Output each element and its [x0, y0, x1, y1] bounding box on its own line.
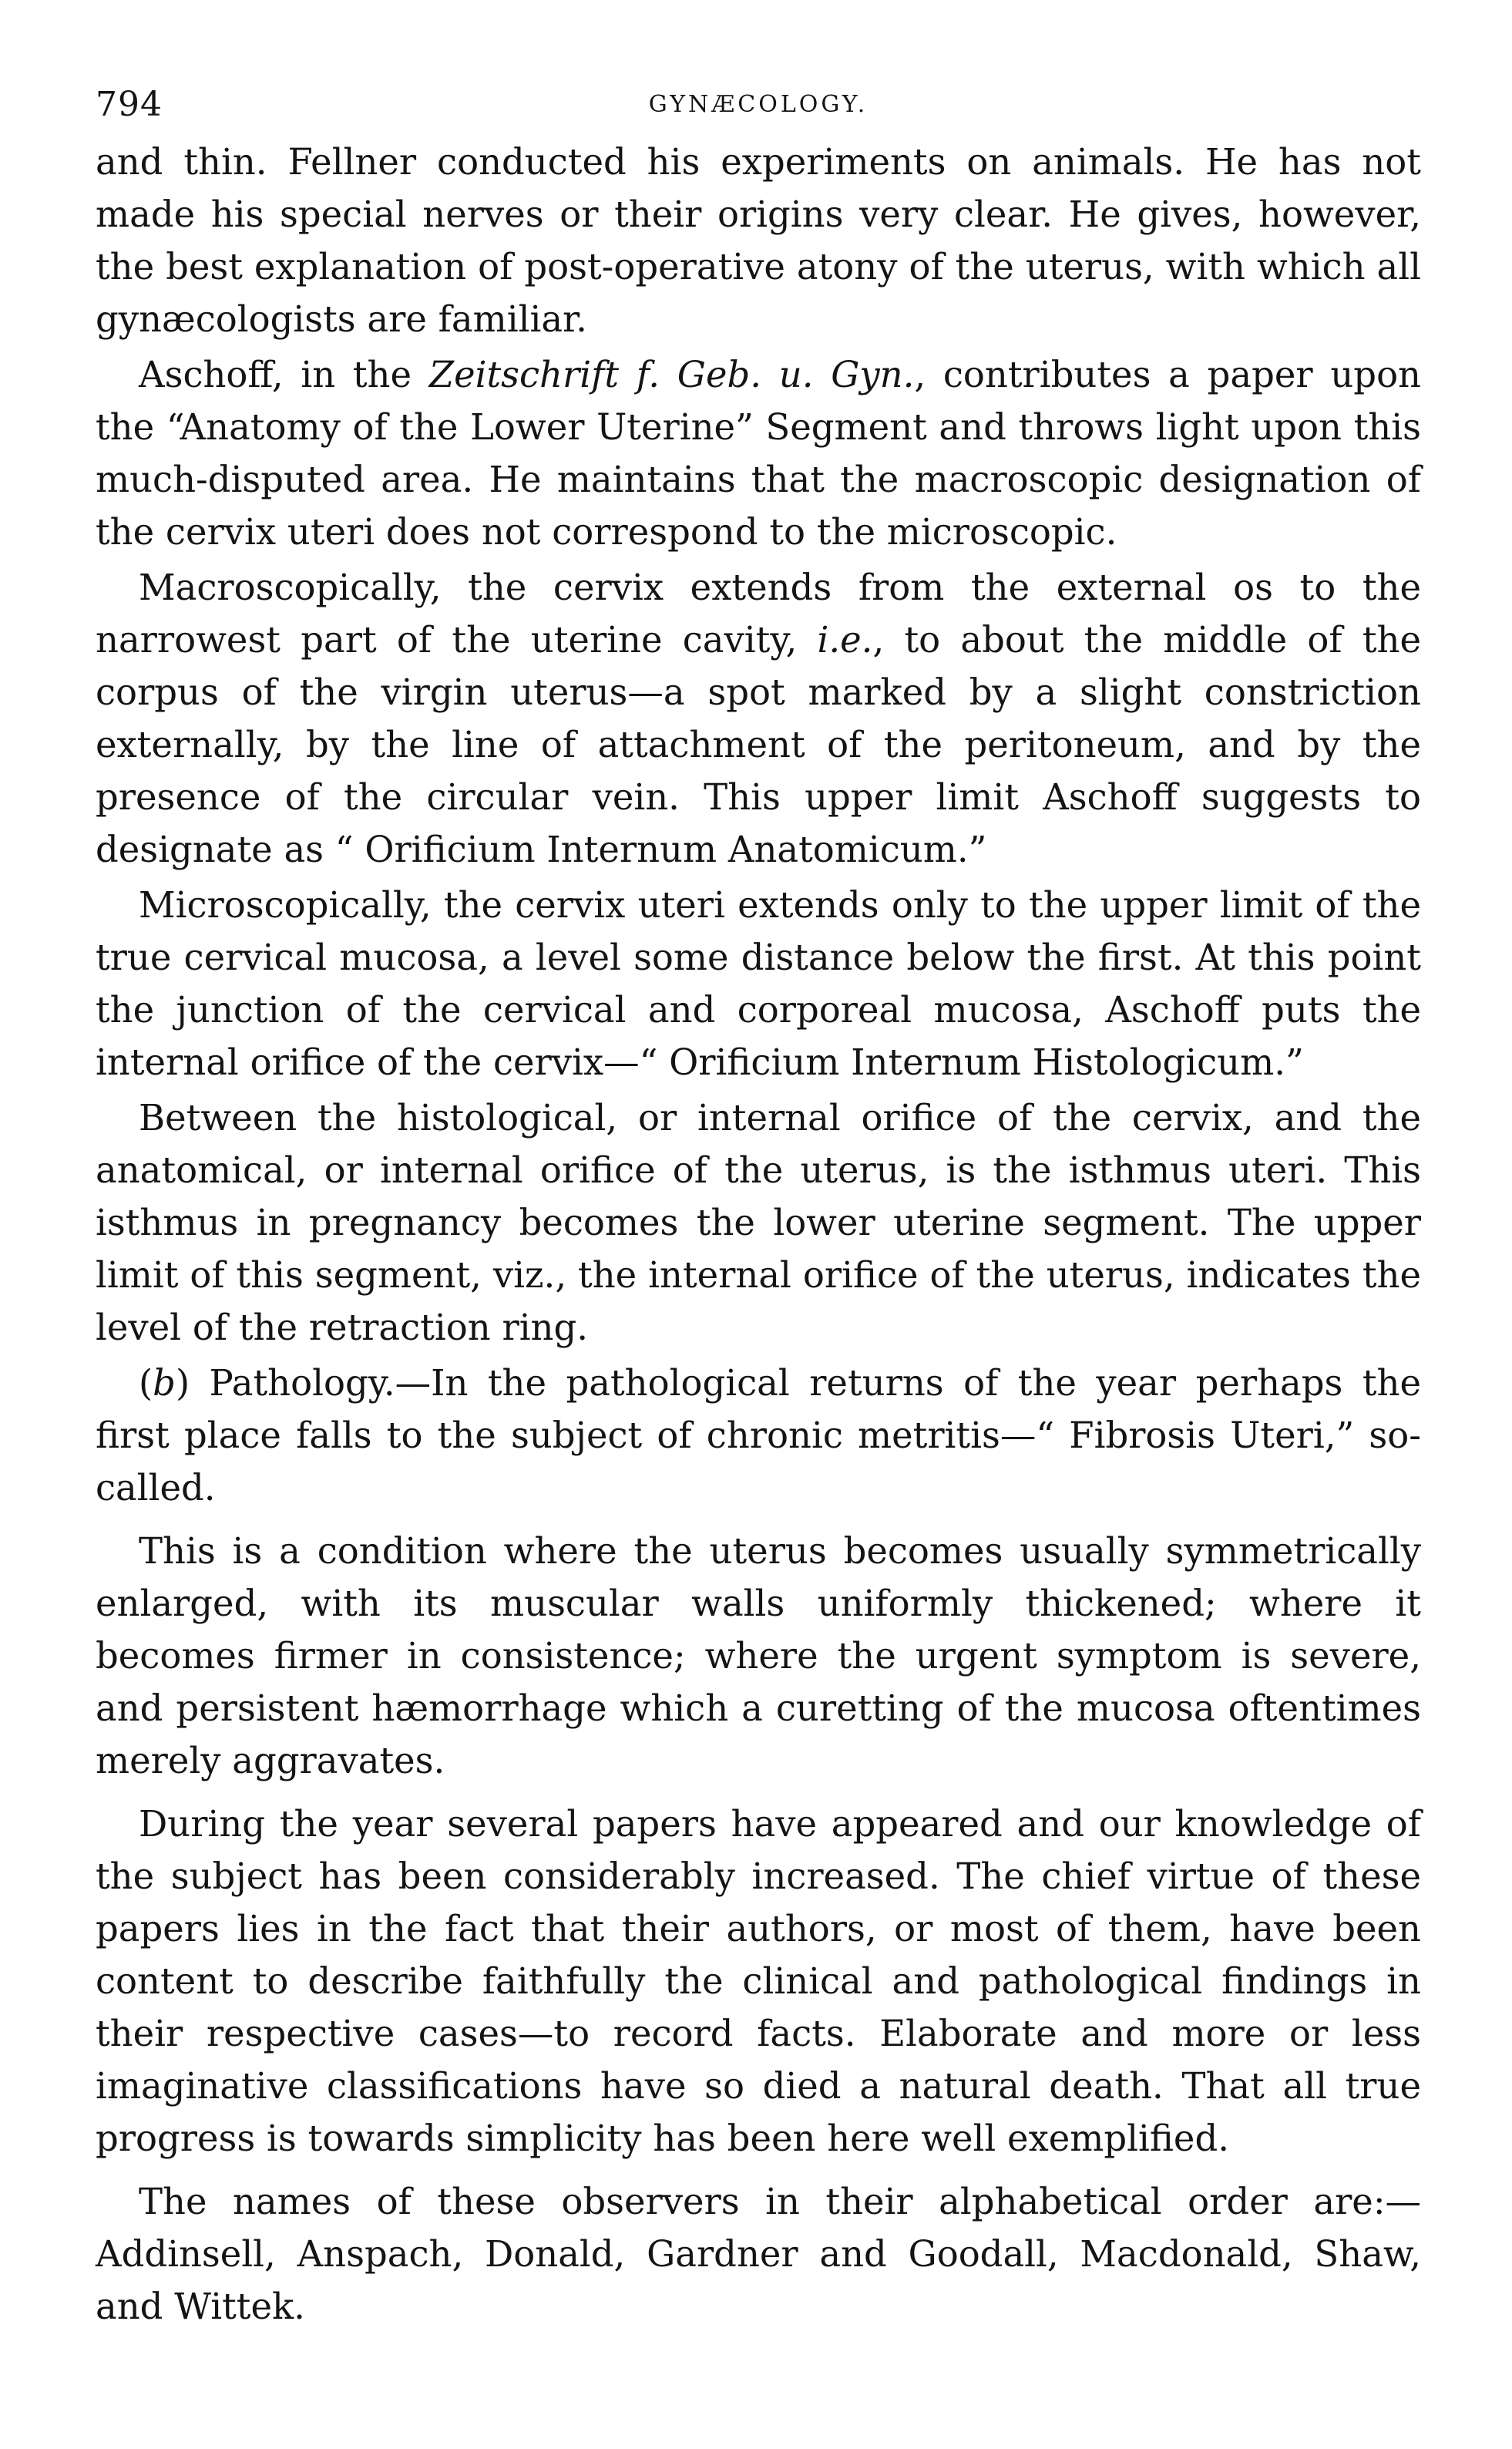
- paragraph-aschoff-intro: [96, 348, 1421, 558]
- journal-title: Zeitschrift f. Geb. u. Gyn.: [428, 354, 915, 395]
- paragraph-isthmus: Between the histological, or internal orifice of the cervix, and the anatomical, or internal orifice of the uterus, is the isthmus uteri. This isthmus in pregnancy becomes the lower uterine segment. The upper limit of this segment, viz., the internal orifice of the uterus, indicates the level of the retraction ring.: [96, 1097, 1421, 1348]
- paragraph-microscopically: Microscopically, the cervix uteri extends only to the upper limit of the true cervical mucosa, a level some distance below the first. At this point the junction of the cervical and corporeal mucosa, Aschoff puts the internal orifice of the cervix—“ Orificium Internum Histologicum.”: [96, 884, 1421, 1083]
- paragraph-fellner: and thin. Fellner conducted his experiments on animals. He has not made his special nerves or their origins very clear. He gives, however, the best explanation of post-operative atony of the uterus, with which all gynæcologists are familiar.: [96, 141, 1421, 340]
- paragraph-macroscopically: [96, 561, 1421, 876]
- pathology-text: ) Pathology.—In the pathological returns of the year perhaps the first place falls to the subject of chronic metritis—“ Fibrosis Uteri,” so-called.: [96, 1362, 1421, 1509]
- paragraph-condition: This is a condition where the uterus becomes usually symmetrically enlarged, with its muscular walls uniformly thickened; where it becomes firmer in consistence; where the urgent symptom is severe, and persistent hæmorrhage which a curetting of the mucosa oftentimes merely aggravates.: [96, 1530, 1421, 1781]
- aschoff-intro-text-continued: , contributes a paper upon the “Anatomy of the Lower Uterine” Segment and throws light upon this much-disputed area. He maintains that the macroscopic designation of the cervix uteri does not correspond to the microscopic.: [96, 354, 1422, 553]
- section-letter: b: [153, 1362, 176, 1404]
- body-text: [96, 136, 1421, 2333]
- ie-abbreviation: i.e.: [817, 619, 873, 661]
- book-page: [96, 74, 1421, 2333]
- paragraph-pathology: [96, 1357, 1421, 1514]
- page-number: 794: [96, 85, 163, 124]
- macroscopic-text: Macroscopically, the cervix extends from the external os to the narrowest part of the uterine cavity,: [96, 567, 1421, 661]
- paragraph-papers: During the year several papers have appeared and our knowledge of the subject has been considerably increased. The chief virtue of these papers lies in the fact that their authors, or most of them, have been content to describe faithfully the clinical and pathological findings in their respective cases—to record facts. Elaborate and more or less imaginative classifications have so died a natural death. That all true progress is towards simplicity has been here well exemplified.: [96, 1803, 1421, 2159]
- macroscopic-text-continued: , to about the middle of the corpus of the virgin uterus—a spot marked by a slight constriction externally, by the line of attachment of the peritoneum, and by the presence of the circular vein. This upper limit Aschoff suggests to designate as “ Orificium Internum Anatomicum.”: [96, 619, 1421, 870]
- paragraph-observers: The names of these observers in their alphabetical order are:— Addinsell, Anspach, Donald, Gardner and Goodall, Macdonald, Shaw, and Wittek.: [96, 2181, 1421, 2327]
- page-header: [96, 74, 1421, 136]
- aschoff-intro-text: Aschoff, in the: [139, 354, 429, 395]
- running-head: GYNÆCOLOGY.: [648, 91, 869, 118]
- pathology-open-paren: (: [139, 1362, 153, 1404]
